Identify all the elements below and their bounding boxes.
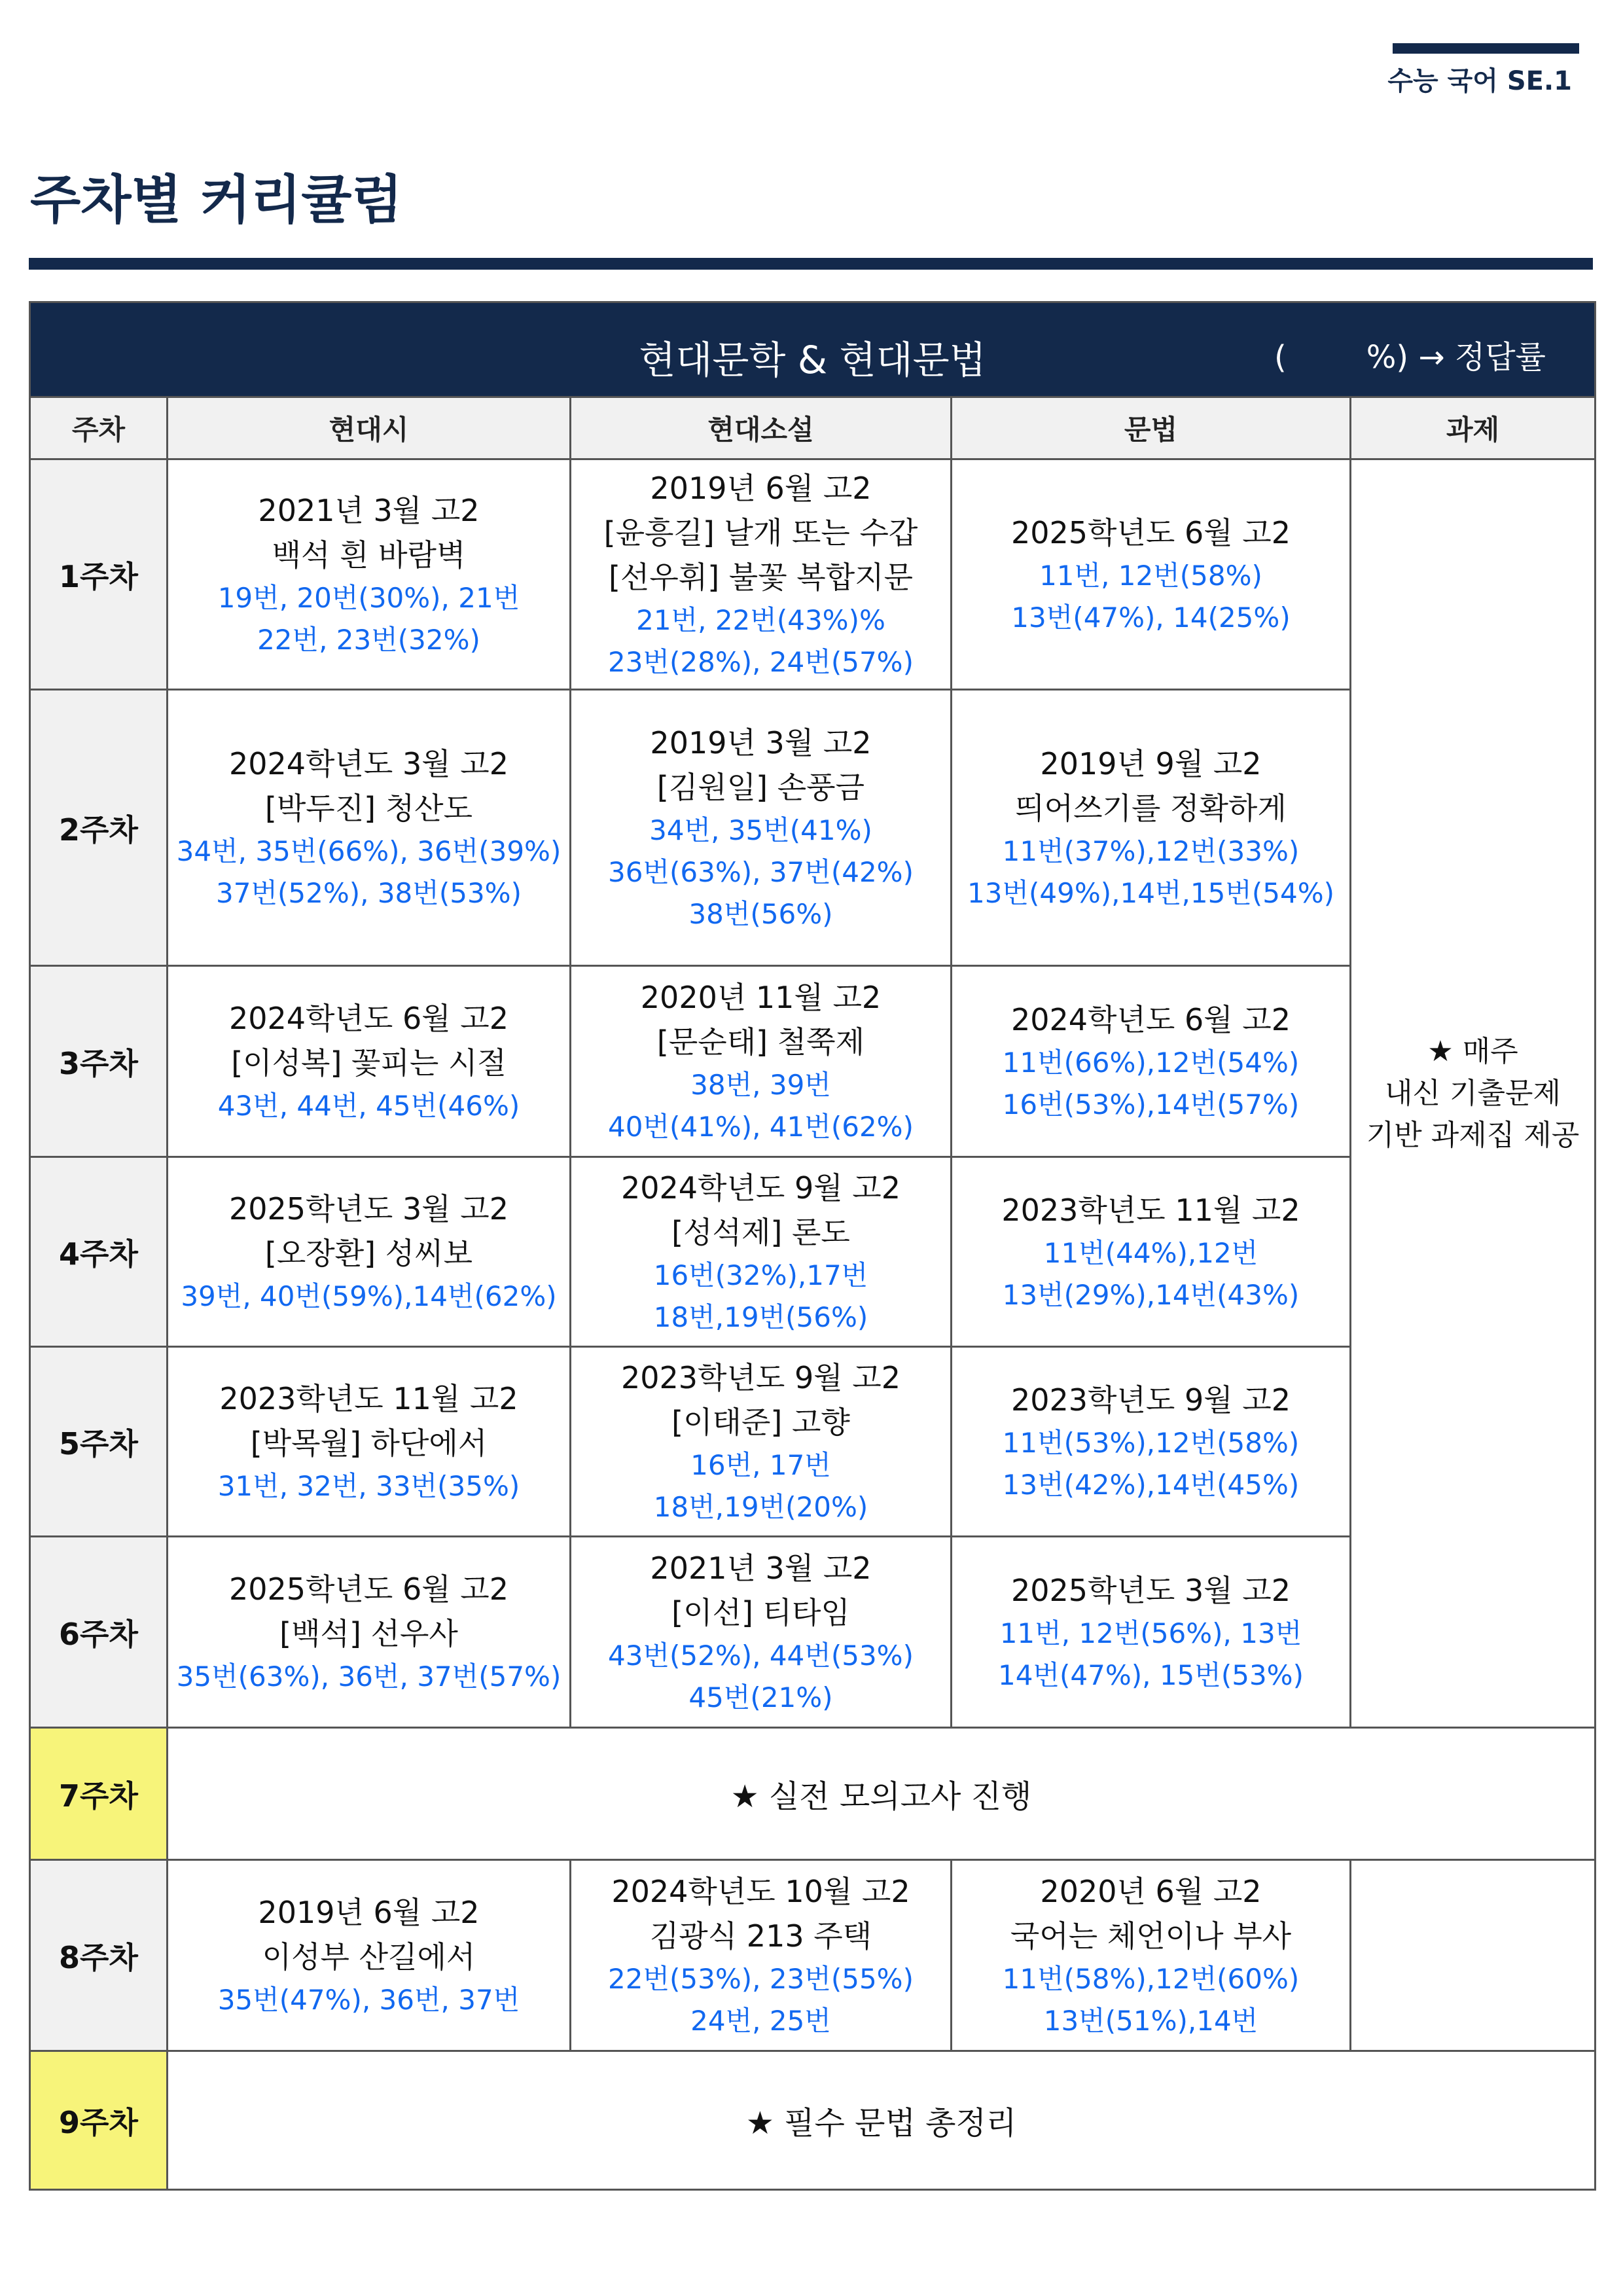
- grammar-cell-question-line: 14번(47%), 15번(53%): [998, 1659, 1304, 1691]
- column-header-poem: 현대시: [168, 397, 571, 459]
- novel-cell-question-line: 36번(63%), 37번(42%): [608, 855, 914, 888]
- novel-cell: [571, 459, 952, 690]
- grammar-cell-question-line: 11번(53%),12번(58%): [1002, 1426, 1300, 1459]
- poem-cell-title-line: 2021년 3월 고2: [258, 492, 480, 528]
- poem-cell-title-line: 백석 흰 바람벽: [272, 537, 466, 573]
- novel-cell-question-line: 43번(52%), 44번(53%): [608, 1639, 914, 1672]
- novel-cell-question-line: 34번, 35번(41%): [649, 814, 872, 846]
- week-label: 6주차: [30, 1537, 168, 1728]
- grammar-cell-title-line: 2025학년도 6월 고2: [1010, 514, 1291, 550]
- novel-cell-question-line: 24번, 25번: [690, 2004, 831, 2037]
- novel-cell-title-line: 김광식 213 주택: [649, 1918, 872, 1954]
- novel-cell-title-line: 2023학년도 9월 고2: [620, 1359, 901, 1395]
- poem-cell-question-line: 35번(63%), 36번, 37번(57%): [176, 1660, 562, 1693]
- grammar-cell-question-line: 13번(42%),14번(45%): [1002, 1468, 1300, 1501]
- table-row: [30, 2051, 1596, 2190]
- novel-cell: [571, 1860, 952, 2051]
- poem-cell: [168, 966, 571, 1157]
- novel-cell-question-line: 38번, 39번: [690, 1068, 831, 1101]
- poem-cell-title-line: 2025학년도 3월 고2: [228, 1191, 509, 1227]
- curriculum-table: [29, 301, 1596, 2191]
- poem-cell-title-line: 이성부 산길에서: [262, 1939, 476, 1975]
- table-row: [30, 459, 1596, 690]
- novel-cell: [571, 1537, 952, 1728]
- poem-cell-question-line: 43번, 44번, 45번(46%): [217, 1089, 520, 1122]
- novel-cell-question-line: 45번(21%): [688, 1681, 833, 1713]
- column-header-week: 주차: [30, 397, 168, 459]
- accuracy-legend: ( %) → 정답률: [1274, 339, 1546, 376]
- grammar-cell: [952, 1537, 1351, 1728]
- grammar-cell-question-line: 13번(29%),14번(43%): [1002, 1278, 1300, 1311]
- novel-cell-title-line: [윤흥길] 날개 또는 수갑: [603, 514, 918, 550]
- grammar-cell-title-line: 띄어쓰기를 정확하게: [1015, 790, 1287, 826]
- poem-cell-question-line: 35번(47%), 36번, 37번: [217, 1983, 520, 2016]
- table-row: [30, 1860, 1596, 2051]
- grammar-cell-title-line: 국어는 체언이나 부사: [1010, 1918, 1292, 1954]
- assignment-line: 기반 과제집 제공: [1366, 1118, 1580, 1152]
- poem-cell: [168, 690, 571, 966]
- grammar-cell-question-line: 13번(47%), 14(25%): [1011, 601, 1291, 634]
- novel-cell-question-line: 16번(32%),17번: [653, 1259, 868, 1291]
- novel-cell-title-line: [선우휘] 불꽃 복합지문: [608, 559, 914, 595]
- novel-cell-question-line: 40번(41%), 41번(62%): [608, 1110, 914, 1143]
- poem-cell-title-line: 2023학년도 11월 고2: [219, 1380, 518, 1416]
- week-label: 8주차: [30, 1860, 168, 2051]
- novel-cell-title-line: 2019년 6월 고2: [650, 470, 872, 506]
- grammar-cell-title-line: 2019년 9월 고2: [1040, 745, 1262, 781]
- week-label: 4주차: [30, 1157, 168, 1347]
- poem-cell-title-line: 2024학년도 6월 고2: [228, 1000, 509, 1036]
- poem-cell-title-line: 2024학년도 3월 고2: [228, 745, 509, 781]
- novel-cell-title-line: [이태준] 고향: [671, 1404, 850, 1440]
- section-header: [30, 302, 1596, 397]
- grammar-cell: [952, 1157, 1351, 1347]
- grammar-cell-question-line: 16번(53%),14번(57%): [1002, 1088, 1300, 1121]
- novel-cell-question-line: 23번(28%), 24번(57%): [608, 645, 914, 678]
- novel-cell: [571, 966, 952, 1157]
- poem-cell-title-line: [이성복] 꽃피는 시절: [231, 1045, 507, 1081]
- grammar-cell-question-line: 11번(44%),12번: [1043, 1236, 1258, 1269]
- novel-cell-question-line: 38번(56%): [688, 897, 833, 930]
- grammar-cell-question-line: 13번(49%),14번,15번(54%): [967, 876, 1334, 909]
- poem-cell-question-line: 37번(52%), 38번(53%): [216, 876, 522, 909]
- week-label: 7주차: [30, 1728, 168, 1860]
- poem-cell-title-line: [박두진] 청산도: [264, 790, 473, 826]
- grammar-cell-question-line: 13번(51%),14번: [1043, 2004, 1258, 2037]
- novel-cell-title-line: 2021년 3월 고2: [650, 1550, 872, 1586]
- novel-cell-title-line: [김원일] 손풍금: [656, 769, 865, 805]
- novel-cell-question-line: 21번, 22번(43%)%: [636, 603, 885, 636]
- grammar-cell-title-line: 2023학년도 9월 고2: [1010, 1382, 1291, 1418]
- grammar-cell-question-line: 11번(37%),12번(33%): [1002, 834, 1300, 867]
- novel-cell-question-line: 22번(53%), 23번(55%): [608, 1962, 914, 1995]
- grammar-cell-question-line: 11번(58%),12번(60%): [1002, 1962, 1300, 1995]
- grammar-cell-title-line: 2020년 6월 고2: [1040, 1873, 1262, 1909]
- novel-cell-question-line: 18번,19번(20%): [653, 1490, 868, 1523]
- poem-cell: [168, 459, 571, 690]
- week-label: 1주차: [30, 459, 168, 690]
- grammar-cell-question-line: 11번, 12번(58%): [1039, 559, 1262, 592]
- column-header-assignment: 과제: [1351, 397, 1596, 459]
- assignment-line: 내신 기출문제: [1385, 1076, 1561, 1110]
- grammar-cell: [952, 1347, 1351, 1537]
- title-underline: [29, 258, 1593, 270]
- poem-cell-title-line: [백석] 선우사: [279, 1615, 458, 1651]
- poem-cell-question-line: 31번, 32번, 33번(35%): [217, 1469, 520, 1502]
- grammar-cell-title-line: 2025학년도 3월 고2: [1010, 1572, 1291, 1608]
- novel-cell-title-line: 2024학년도 9월 고2: [620, 1170, 901, 1206]
- poem-cell-title-line: [박목월] 하단에서: [250, 1425, 488, 1461]
- grammar-cell-question-line: 11번, 12번(56%), 13번: [999, 1617, 1302, 1649]
- poem-cell-question-line: 39번, 40번(59%),14번(62%): [181, 1280, 557, 1312]
- novel-cell: [571, 1347, 952, 1537]
- poem-cell-question-line: 22번, 23번(32%): [257, 623, 480, 656]
- novel-cell-title-line: [이선] 티타임: [671, 1594, 850, 1630]
- novel-cell: [571, 1157, 952, 1347]
- assignment-cell-empty: [1351, 1860, 1596, 2051]
- poem-cell-title-line: 2019년 6월 고2: [258, 1894, 480, 1930]
- poem-cell: [168, 1347, 571, 1537]
- series-label: 수능 국어 SE.1: [1387, 66, 1572, 96]
- novel-cell-title-line: [문순태] 철쭉제: [656, 1024, 865, 1060]
- column-header-novel: 현대소설: [571, 397, 952, 459]
- grammar-cell: [952, 690, 1351, 966]
- poem-cell-title-line: 2025학년도 6월 고2: [228, 1571, 509, 1607]
- poem-cell: [168, 1860, 571, 2051]
- column-header-grammar: 문법: [952, 397, 1351, 459]
- assignment-cell: [1351, 459, 1596, 1728]
- page-title: 주차별 커리큘럼: [30, 170, 402, 230]
- grammar-cell: [952, 966, 1351, 1157]
- poem-cell-question-line: 34번, 35번(66%), 36번(39%): [176, 834, 562, 867]
- grammar-cell: [952, 1860, 1351, 2051]
- poem-cell: [168, 1537, 571, 1728]
- grammar-cell-title-line: 2023학년도 11월 고2: [1001, 1192, 1300, 1228]
- week-label: 9주차: [30, 2051, 168, 2190]
- novel-cell: [571, 690, 952, 966]
- grammar-cell-title-line: 2024학년도 6월 고2: [1010, 1001, 1291, 1037]
- novel-cell-title-line: 2024학년도 10월 고2: [611, 1873, 910, 1909]
- poem-cell-title-line: [오장환] 성씨보: [264, 1235, 473, 1271]
- assignment-line: ★ 매주: [1427, 1034, 1518, 1068]
- poem-cell: [168, 1157, 571, 1347]
- novel-cell-title-line: [성석제] 론도: [671, 1214, 850, 1250]
- grammar-cell: [952, 459, 1351, 690]
- poem-cell-question-line: 19번, 20번(30%), 21번: [217, 581, 520, 614]
- novel-cell-title-line: 2019년 3월 고2: [650, 725, 872, 761]
- mock-exam-note: ★ 실전 모의고사 진행: [168, 1728, 1596, 1860]
- table-row: [30, 1728, 1596, 1860]
- novel-cell-title-line: 2020년 11월 고2: [640, 979, 882, 1015]
- grammar-cell-question-line: 11번(66%),12번(54%): [1002, 1046, 1300, 1079]
- novel-cell-question-line: 18번,19번(56%): [653, 1300, 868, 1333]
- section-title: 현대문학 & 현대문법: [639, 338, 986, 382]
- novel-cell-question-line: 16번, 17번: [690, 1448, 831, 1481]
- week-label: 5주차: [30, 1347, 168, 1537]
- grammar-review-note: ★ 필수 문법 총정리: [168, 2051, 1596, 2190]
- week-label: 2주차: [30, 690, 168, 966]
- corner-accent-bar: [1393, 43, 1579, 54]
- week-label: 3주차: [30, 966, 168, 1157]
